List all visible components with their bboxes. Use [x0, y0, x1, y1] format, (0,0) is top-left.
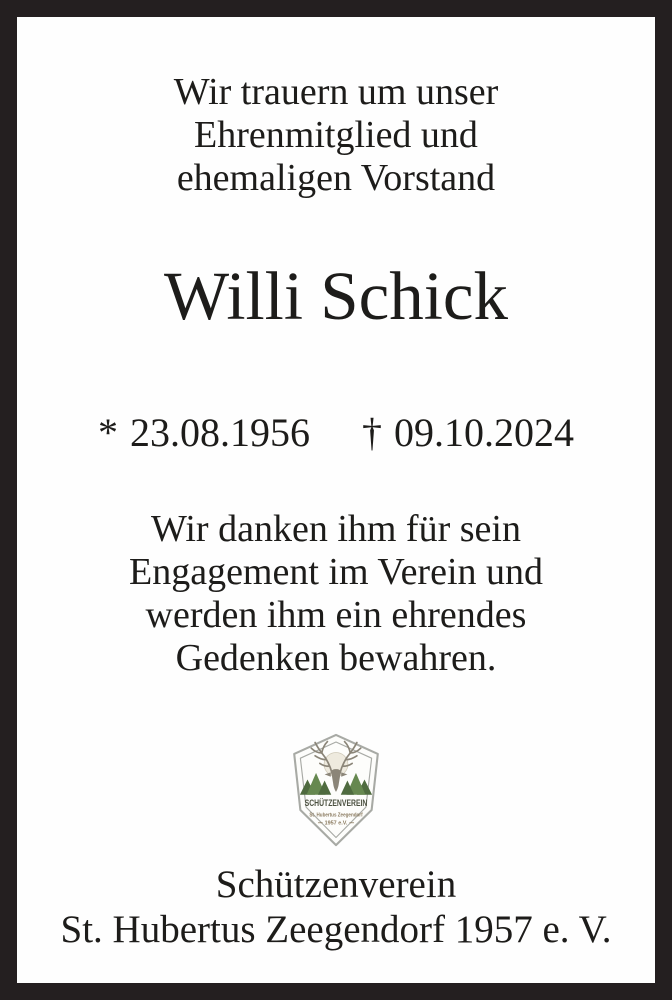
birth-star-symbol: * — [98, 410, 118, 455]
intro-line: Wir trauern um unser — [173, 71, 499, 113]
crest-svg — [279, 730, 393, 850]
organization-line: St. Hubertus Zeegendorf 1957 e. V. — [60, 908, 612, 951]
obituary-notice — [17, 17, 655, 983]
crest-subtitle-text: St. Hubertus Zeegendorf — [309, 812, 363, 819]
tribute-line: Engagement im Verein und — [128, 551, 544, 593]
birth-date: 23.08.1956 — [130, 410, 310, 455]
death-cross-symbol: † — [362, 410, 382, 455]
intro-line: Ehrenmitglied und — [194, 114, 478, 156]
crest-title-text: SCHÜTZENVEREIN — [304, 798, 368, 809]
death-date: 09.10.2024 — [394, 410, 574, 455]
club-crest-logo — [17, 730, 655, 852]
death-date-group — [362, 410, 574, 456]
tribute-line: Wir danken ihm für sein — [151, 508, 521, 550]
tribute-text — [17, 508, 655, 680]
tribute-line: werden ihm ein ehrendes — [145, 594, 527, 636]
organization-name — [17, 862, 655, 952]
deceased-name: Willi Schick — [163, 258, 509, 334]
life-dates — [17, 410, 655, 456]
intro-line: ehemaligen Vorstand — [176, 157, 496, 199]
tribute-line: Gedenken bewahren. — [175, 637, 497, 679]
organization-line: Schützenverein — [215, 863, 457, 906]
birth-date-group — [98, 410, 310, 456]
intro-text — [17, 71, 655, 200]
crest-year-text: 1957 e.V. — [324, 820, 348, 827]
